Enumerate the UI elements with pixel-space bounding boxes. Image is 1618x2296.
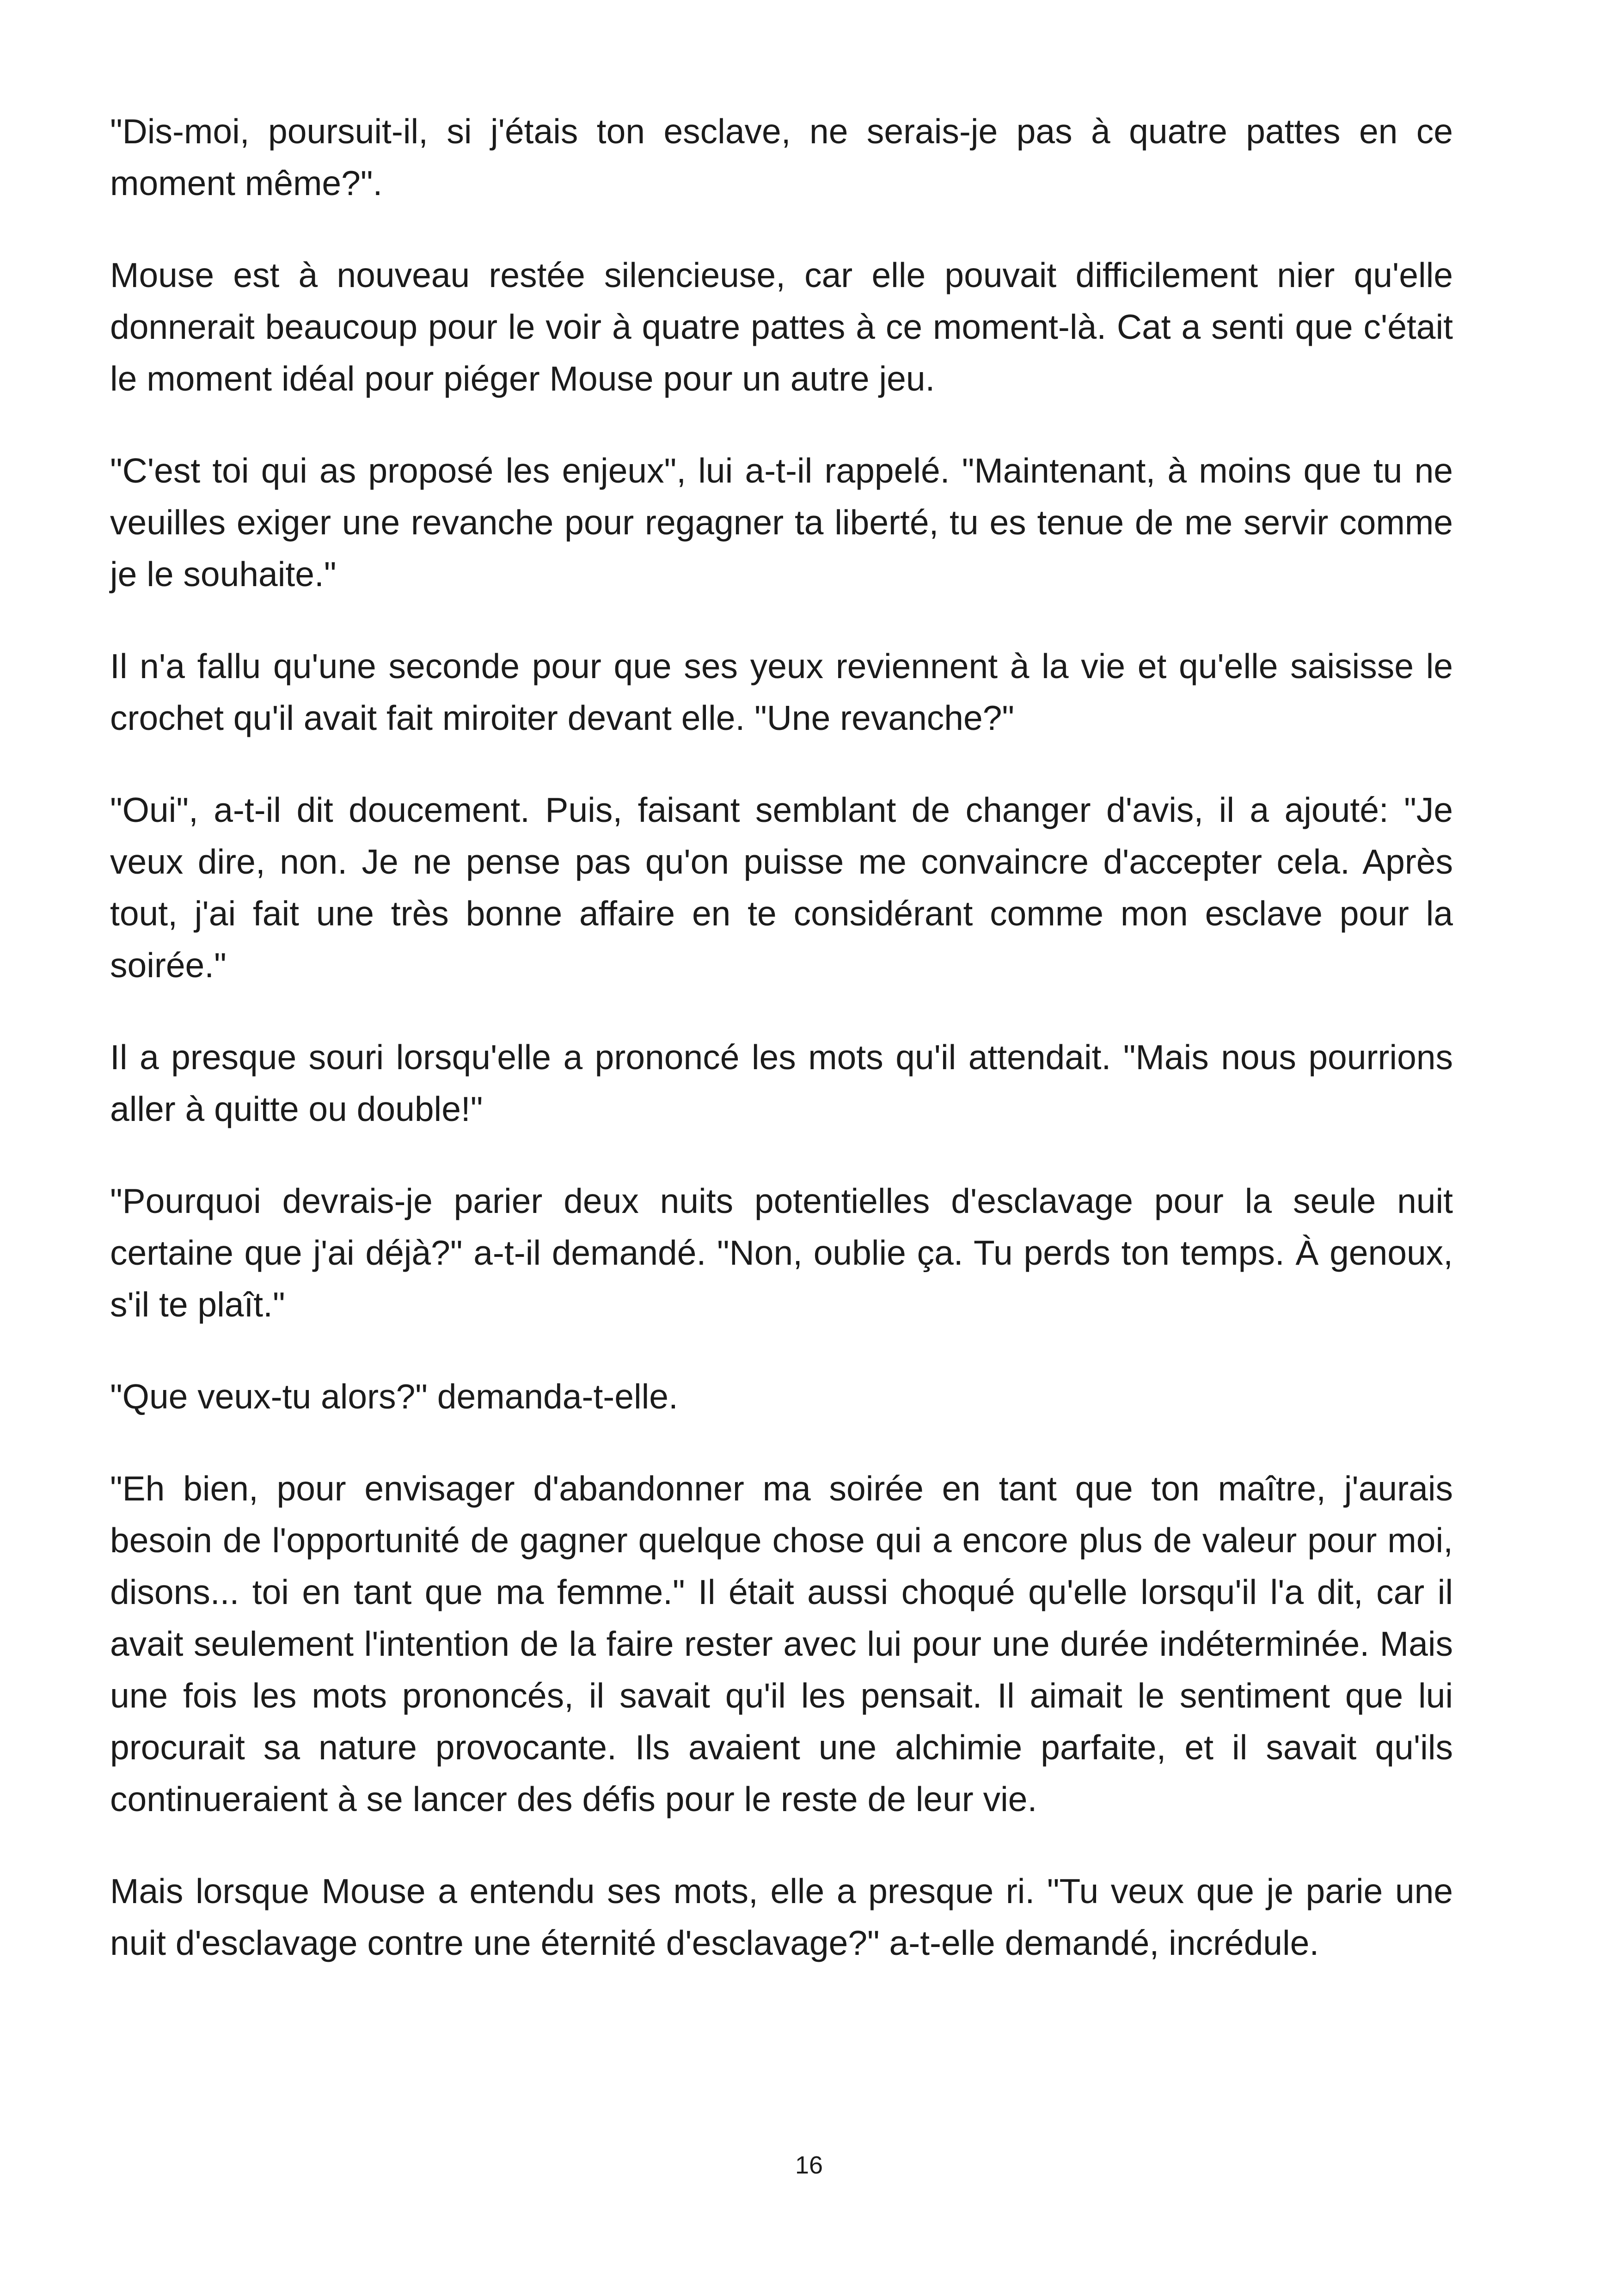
- paragraph: "Oui", a-t-il dit doucement. Puis, faisant semblant de changer d'avis, il a ajouté: "Je veux dire, non. Je ne pense pas qu'on puisse me convaincre d'accepter cela. Après tout, j'ai fait une très bonne affaire en te considérant comme mon esclave pour la soirée.": [110, 790, 1453, 985]
- body-text: [110, 105, 1453, 2009]
- paragraph: "Que veux-tu alors?" demanda-t-elle.: [110, 1377, 678, 1416]
- paragraph: "Dis-moi, poursuit-il, si j'étais ton esclave, ne serais-je pas à quatre pattes en ce moment même?".: [110, 112, 1453, 202]
- paragraph: "C'est toi qui as proposé les enjeux", lui a-t-il rappelé. "Maintenant, à moins que tu ne veuilles exiger une revanche pour regagner ta liberté, tu es tenue de me servir comme je le souhaite.": [110, 451, 1453, 594]
- paragraph: Il n'a fallu qu'une seconde pour que ses yeux reviennent à la vie et qu'elle saisisse le crochet qu'il avait fait miroiter devant elle. "Une revanche?": [110, 647, 1453, 737]
- paragraph: "Pourquoi devrais-je parier deux nuits potentielles d'esclavage pour la seule nuit certaine que j'ai déjà?" a-t-il demandé. "Non, oublie ça. Tu perds ton temps. À genoux, s'il te plaît.": [110, 1182, 1453, 1324]
- paragraph: "Eh bien, pour envisager d'abandonner ma soirée en tant que ton maître, j'aurais besoin de l'opportunité de gagner quelque chose qui a encore plus de valeur pour moi, disons... toi en tant que ma femme." Il était aussi choqué qu'elle lorsqu'il l'a dit, car il avait seulement l'intention de la faire rester avec lui pour une durée indéterminée. Mais une fois les mots prononcés, il savait qu'il les pensait. Il aimait le sentiment que lui procurait sa nature provocante. Ils avaient une alchimie parfaite, et il savait qu'ils continueraient à se lancer des défis pour le reste de leur vie.: [110, 1469, 1453, 1818]
- paragraph: Il a presque souri lorsqu'elle a prononcé les mots qu'il attendait. "Mais nous pourrions aller à quitte ou double!": [110, 1038, 1453, 1128]
- paragraph: Mais lorsque Mouse a entendu ses mots, elle a presque ri. "Tu veux que je parie une nuit d'esclavage contre une éternité d'esclavage?" a-t-elle demandé, incrédule.: [110, 1872, 1453, 1962]
- page-number: 16: [795, 2151, 823, 2179]
- paragraph: Mouse est à nouveau restée silencieuse, car elle pouvait difficilement nier qu'elle donnerait beaucoup pour le voir à quatre pattes à ce moment-là. Cat a senti que c'était le moment idéal pour piéger Mouse pour un autre jeu.: [110, 256, 1453, 398]
